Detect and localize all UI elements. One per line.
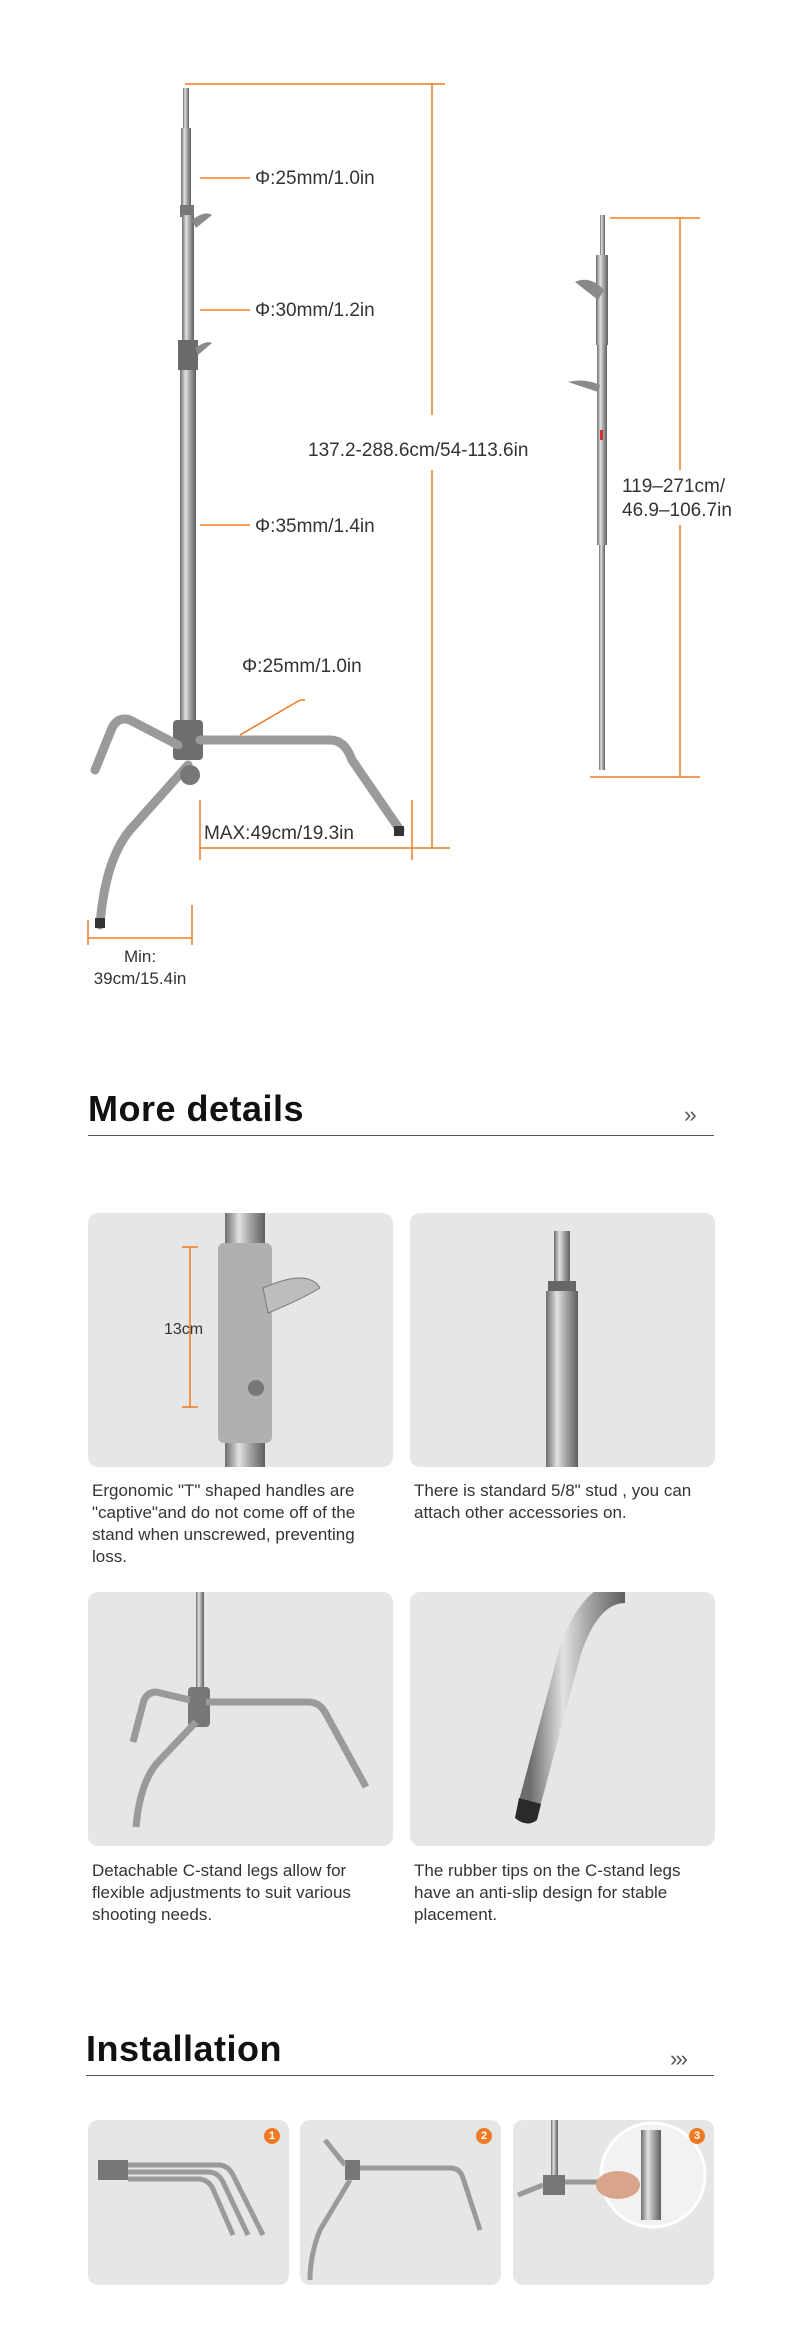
detail-caption-stud: There is standard 5/8" stud , you can attach other accessories on. [414,1481,692,1522]
install-step-3 [513,2120,714,2285]
detail-card-legs [88,1592,393,1846]
spec-tube-upper: Φ:30mm/1.2in [255,300,375,321]
spec-riser-height-in: 46.9–106.7in [622,500,732,521]
install-step-1 [88,2120,289,2285]
detail-card-rubber-tip [410,1592,715,1846]
handle-length-label: 13cm [164,1321,204,1338]
spec-min-spread [80,946,200,990]
install-step-1-badge: 1 [264,2128,280,2144]
spec-height-range: 137.2-288.6cm/54-113.6in [308,440,529,461]
rubber-tip-image [410,1592,715,1846]
installation-section [0,2020,800,2330]
detail-caption-handle: Ergonomic "T" shaped handles are "captive"and do not come off of the stand when unscrewed, preventing loss. [92,1481,356,1566]
spec-tube-top: Φ:25mm/1.0in [255,168,375,189]
install-step-2 [300,2120,501,2285]
install-step-3-badge: 3 [689,2128,705,2144]
detail-caption-rubber-tip: The rubber tips on the C-stand legs have an anti-slip design for stable placement. [414,1861,681,1924]
install-step-2-image [300,2120,501,2285]
installation-divider [86,2075,714,2076]
spec-min-spread-value: 39cm/15.4in [93,969,187,988]
install-step-3-image [513,2120,714,2285]
installation-title: Installation [86,2028,283,2069]
more-details-section [0,1080,800,1950]
handle-closeup-image [88,1213,393,1467]
detail-card-handle [88,1213,393,1467]
detail-card-stud [410,1213,715,1467]
spec-tube-lower: Φ:35mm/1.4in [255,516,375,537]
legs-image [88,1592,393,1846]
hero-spec-diagram [0,0,800,1000]
spec-min-spread-label: Min: [123,947,157,966]
install-step-2-badge: 2 [476,2128,492,2144]
spec-max-spread: MAX:49cm/19.3in [204,823,354,844]
spec-riser-height [622,475,732,523]
more-details-chevron-icon: ›› [684,1102,695,1127]
installation-chevron-icon: ››› [670,2046,686,2071]
detail-caption-legs: Detachable C-stand legs allow for flexible adjustments to suit various shooting needs. [92,1861,351,1924]
stud-closeup-image [410,1213,715,1467]
spec-leg-tube: Φ:25mm/1.0in [242,656,362,677]
more-details-divider [88,1135,714,1136]
install-step-1-image [88,2120,289,2285]
spec-riser-height-cm: 119–271cm/ [622,476,726,497]
more-details-title: More details [88,1088,305,1129]
